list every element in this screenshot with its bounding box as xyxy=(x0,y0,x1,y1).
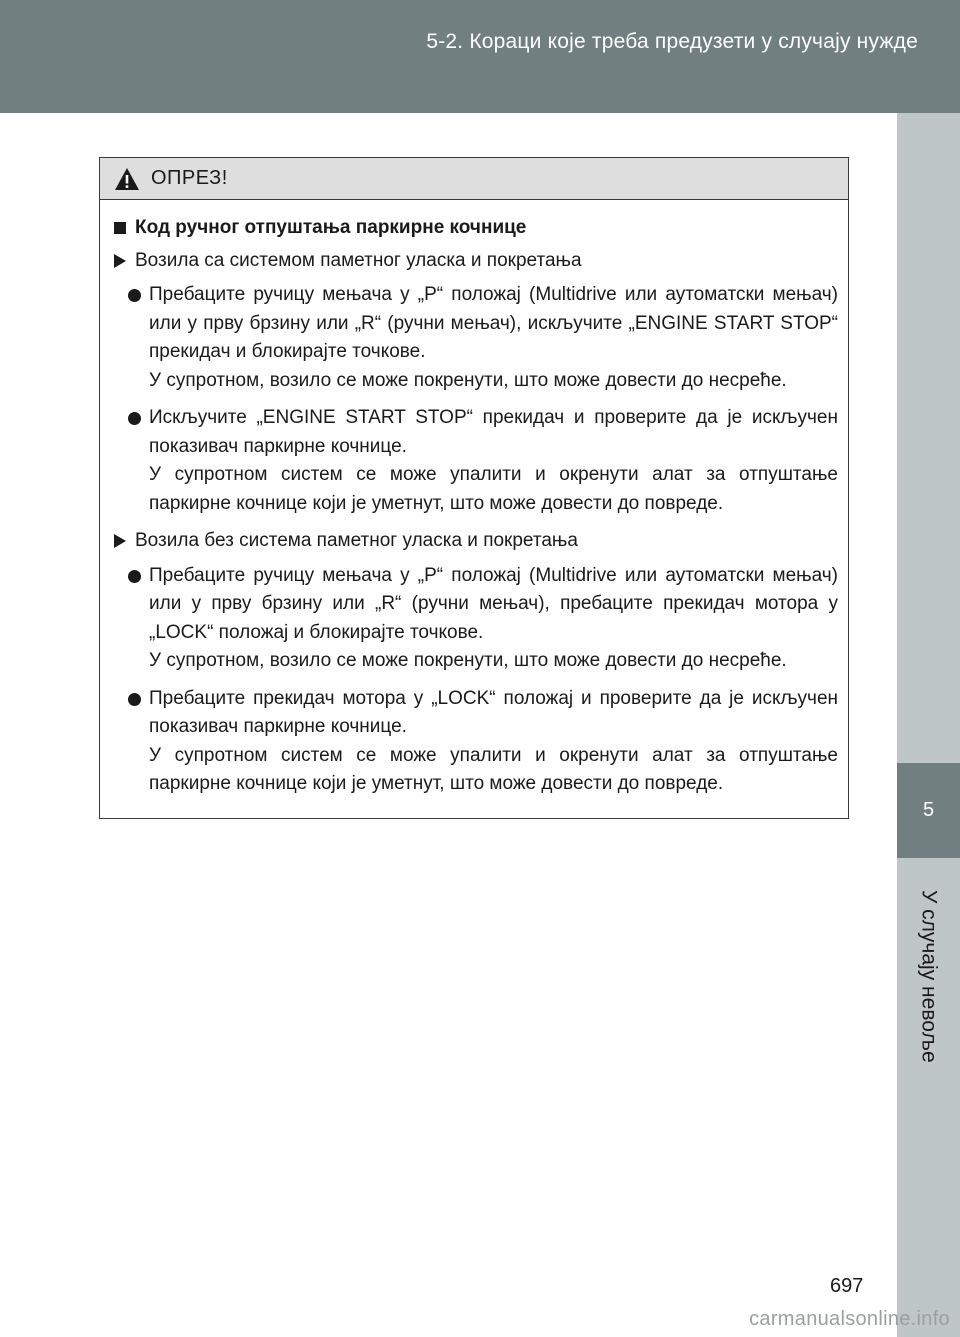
list-item xyxy=(128,281,838,395)
watermark[interactable]: carmanualsonline.info xyxy=(749,1308,950,1330)
page-number: 697 xyxy=(830,1275,864,1297)
triangle-bullet-icon xyxy=(114,534,126,548)
bullet-main-text: Пребаците прекидач мотора у „LOCK“ положај и проверите да је искључен показивач паркирне кочнице. xyxy=(149,687,838,737)
caution-body xyxy=(100,200,848,799)
circle-bullet-icon xyxy=(128,693,141,706)
chapter-number: 5 xyxy=(922,799,935,821)
bullet-main-text: Пребаците ручицу мењача у „P“ положај (Multidrive или аутоматски мењач) или у прву брзину или „R“ (ручни мењач), пребаците прекидач мотора у „LOCK“ положај и блокирајте точкове. xyxy=(149,564,838,643)
warning-icon xyxy=(114,167,140,191)
bullet-note-text: У супротном систем се може упалити и окренути алат за отпуштање паркирне кочнице који је уметнут, што може довести до повреде. xyxy=(149,744,838,794)
caution-heading: Код ручног отпуштања паркирне кочнице xyxy=(135,217,527,238)
caution-heading-row xyxy=(114,214,838,243)
section-title: 5-2. Кораци које треба предузети у случају нужде xyxy=(426,30,918,53)
group-label-row xyxy=(114,527,838,556)
group-label-row xyxy=(114,247,838,276)
triangle-bullet-icon xyxy=(114,254,126,268)
list-item xyxy=(128,404,838,518)
circle-bullet-icon xyxy=(128,570,141,583)
list-item xyxy=(128,562,838,676)
caution-box xyxy=(99,157,849,819)
group-label: Возила без система паметног уласка и покретања xyxy=(135,530,578,551)
caution-header xyxy=(100,158,848,200)
header-bar xyxy=(0,0,960,113)
chapter-number-tab[interactable] xyxy=(897,763,960,858)
bullet-note-text: У супротном, возило се може покренути, што може довести до несреће. xyxy=(149,369,787,391)
chapter-title-tab[interactable] xyxy=(897,866,960,1086)
bullet-note-text: У супротном систем се може упалити и окренути алат за отпуштање паркирне кочнице који је уметнут, што може довести до повреде. xyxy=(149,464,838,514)
bullet-main-text: Искључите „ENGINE START STOP“ прекидач и проверите да је искључен показивач паркирне кочнице. xyxy=(149,407,838,457)
bullet-main-text: Пребаците ручицу мењача у „P“ положај (Multidrive или аутоматски мењач) или у прву брзину или „R“ (ручни мењач), искључите „ENGINE START STOP“ прекидач и блокирајте точкове. xyxy=(149,284,838,362)
chapter-title: У случају невоље xyxy=(917,889,941,1063)
group-label: Возила са системом паметног уласка и покретања xyxy=(135,249,582,271)
circle-bullet-icon xyxy=(128,412,141,425)
circle-bullet-icon xyxy=(128,289,141,302)
list-item xyxy=(128,685,838,799)
caution-title: ОПРЕЗ! xyxy=(151,167,228,189)
bullet-note-text: У супротном, возило се може покренути, што може довести до несреће. xyxy=(149,650,787,671)
side-tab-top xyxy=(897,113,960,763)
square-bullet-icon xyxy=(114,222,126,234)
